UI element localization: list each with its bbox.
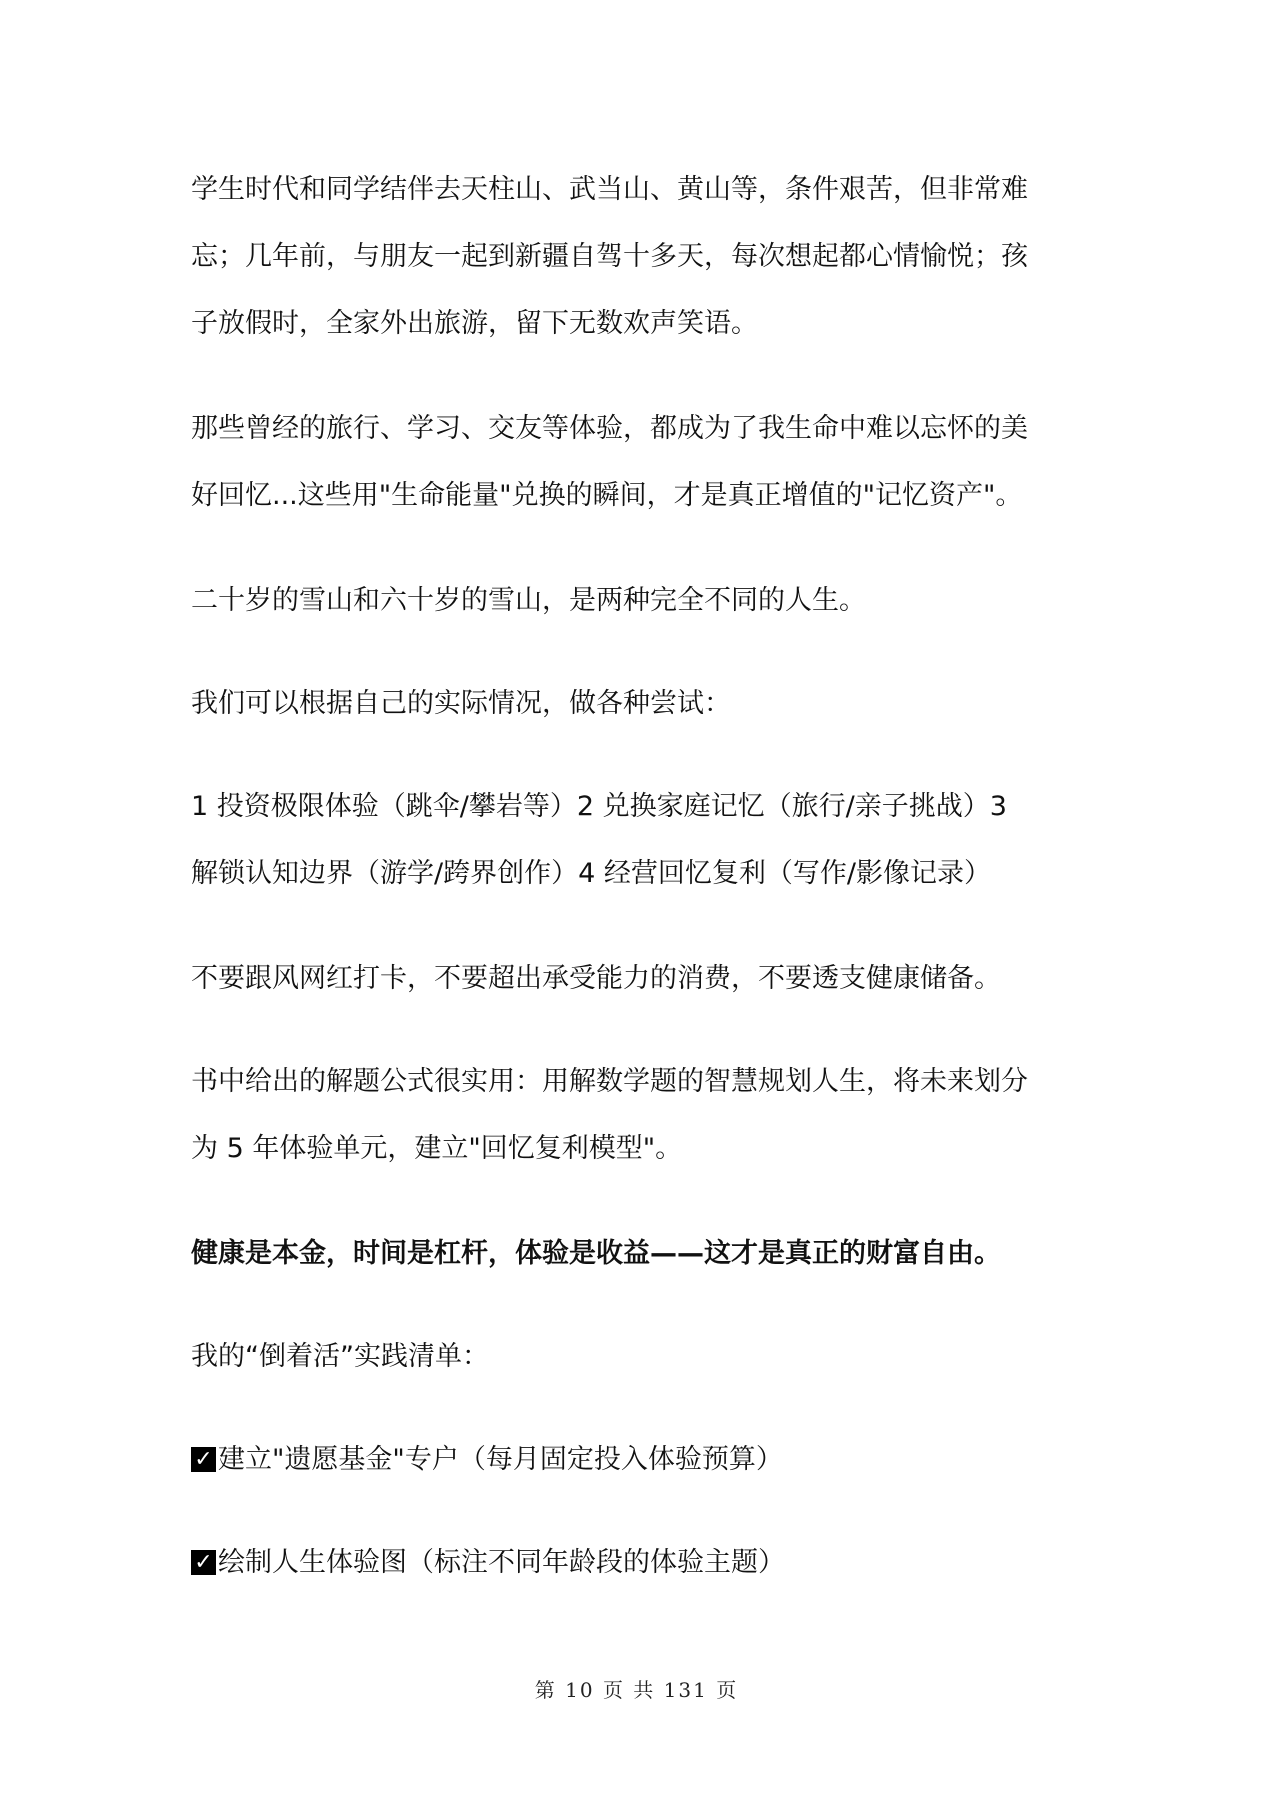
paragraph-snow-mountain <box>191 567 1091 634</box>
text-line: 解锁认知边界（游学/跨界创作）4 经营回忆复利（写作/影像记录） <box>191 858 991 889</box>
checklist-item <box>191 1529 1091 1596</box>
paragraph-try-intro <box>191 670 1091 737</box>
text-line: 健康是本金，时间是杠杆，体验是收益——这才是真正的财富自由。 <box>191 1238 1001 1269</box>
text-line: 我的“倒着活”实践清单： <box>191 1341 489 1372</box>
text-line: 1 投资极限体验（跳伞/攀岩等）2 兑换家庭记忆（旅行/亲子挑战）3 <box>191 791 1007 822</box>
check-icon: ✓ <box>191 1447 216 1472</box>
text-line: 那些曾经的旅行、学习、交友等体验，都成为了我生命中难以忘怀的美 <box>191 413 1028 444</box>
paragraph-dont-follow <box>191 945 1091 1012</box>
paragraph-memory-assets <box>191 395 1091 529</box>
text-line: 好回忆...这些用"生命能量"兑换的瞬间，才是真正增值的"记忆资产"。 <box>191 480 1023 511</box>
checklist-item-text: 绘制人生体验图（标注不同年龄段的体验主题） <box>218 1547 785 1578</box>
page-number-footer: 第 10 页 共 131 页 <box>534 1678 739 1702</box>
paragraph-travel-memories <box>191 156 1091 357</box>
text-line: 忘；几年前，与朋友一起到新疆自驾十多天，每次想起都心情愉悦；孩 <box>191 241 1028 272</box>
checklist-item-text: 建立"遗愿基金"专户（每月固定投入体验预算） <box>218 1444 783 1475</box>
text-line: 学生时代和同学结伴去天柱山、武当山、黄山等，条件艰苦，但非常难 <box>191 174 1028 205</box>
text-line: 子放假时，全家外出旅游，留下无数欢声笑语。 <box>191 308 758 339</box>
check-icon: ✓ <box>191 1550 216 1575</box>
text-line: 二十岁的雪山和六十岁的雪山，是两种完全不同的人生。 <box>191 585 866 616</box>
checklist-item <box>191 1426 1091 1493</box>
paragraph-checklist-title <box>191 1323 1091 1390</box>
text-line: 不要跟风网红打卡，不要超出承受能力的消费，不要透支健康储备。 <box>191 963 1001 994</box>
text-line: 为 5 年体验单元，建立"回忆复利模型"。 <box>191 1133 683 1164</box>
text-line: 书中给出的解题公式很实用：用解数学题的智慧规划人生，将未来划分 <box>191 1066 1028 1097</box>
paragraph-formula <box>191 1048 1091 1182</box>
paragraph-wealth-freedom <box>191 1220 1091 1287</box>
text-line: 我们可以根据自己的实际情况，做各种尝试： <box>191 688 731 719</box>
paragraph-four-ways <box>191 773 1091 907</box>
